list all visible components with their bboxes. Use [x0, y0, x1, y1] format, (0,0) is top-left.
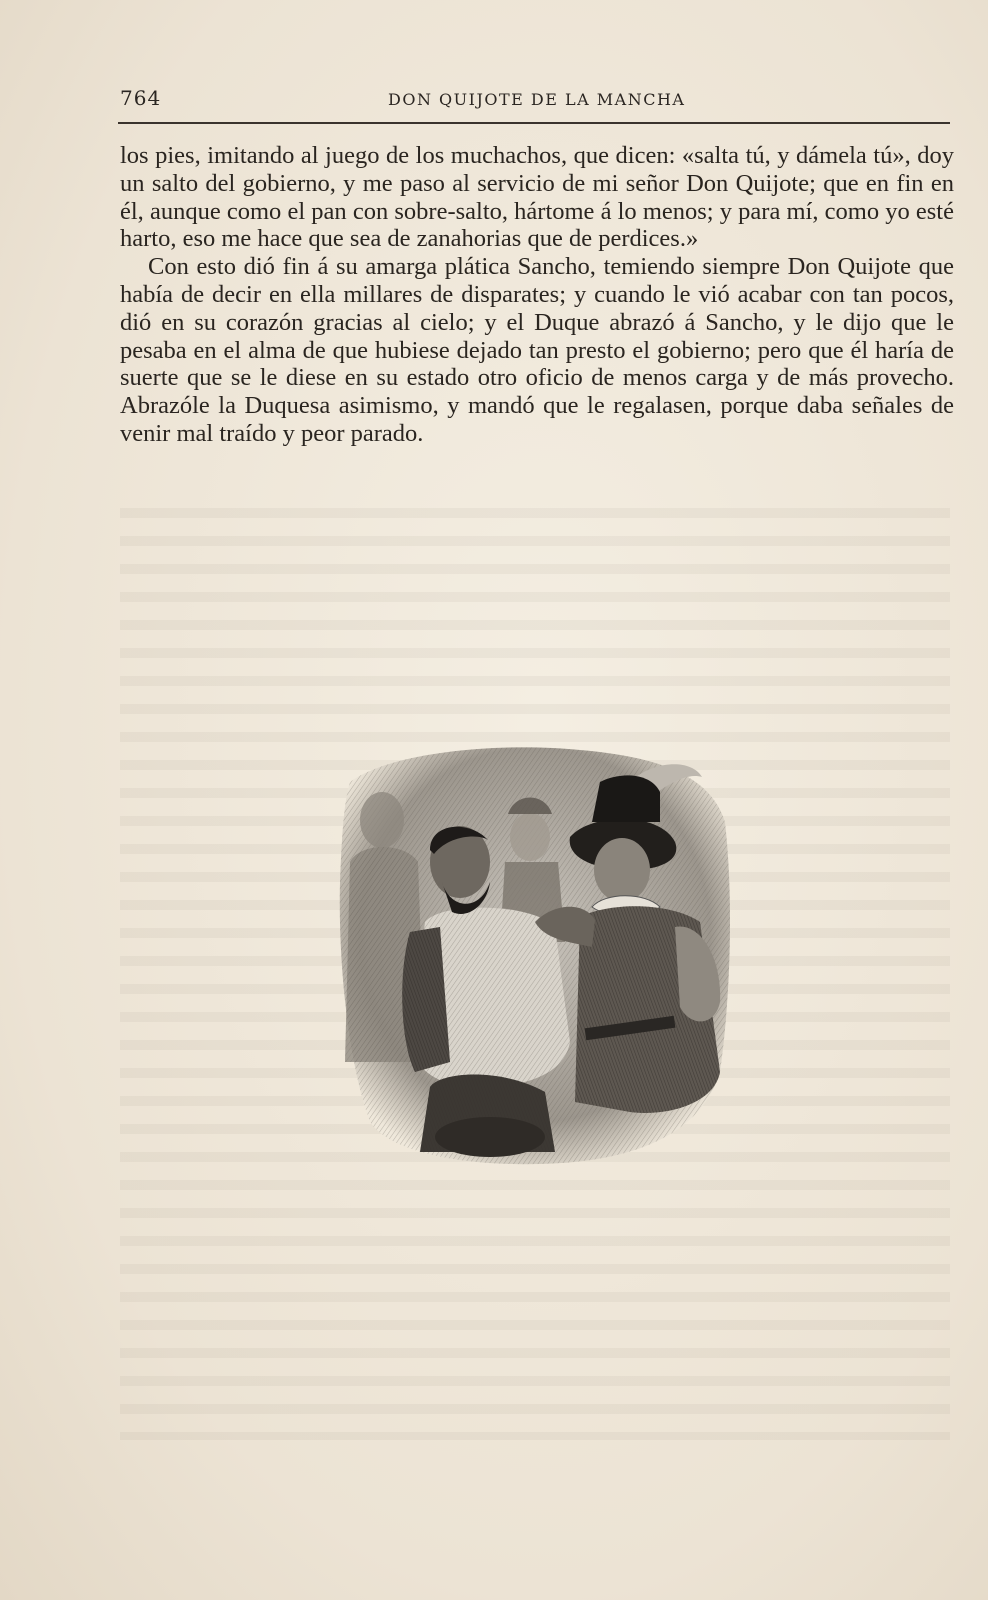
running-title: DON QUIJOTE DE LA MANCHA	[388, 90, 686, 109]
page-header	[120, 86, 950, 114]
paragraph-1: los pies, imitando al juego de los muchachos, que dicen: «salta tú, y dámela tú», doy un salto del gobierno, y me paso al servicio de mi señor Don Quijote; que en fin en él, aunque como el pan con sobre-salto, hártome á lo menos; y para mí, como yo esté harto, eso me hace que sea de zanahorias que de perdices.»	[120, 142, 954, 253]
page-number: 764	[120, 86, 162, 110]
body-text	[120, 142, 954, 448]
paragraph-2: Con esto dió fin á su amarga plática Sancho, temiendo siempre Don Quijote que había de decir en ella millares de disparates; y cuando le vió acabar con tan pocos, dió en su corazón gracias al cielo; y el Duque abrazó á Sancho, y le dijo que le pesaba en el alma de que hubiese dejado tan presto el gobierno; pero que él haría de suerte que se le diese en su estado otro oficio de menos carga y de más provecho. Abrazóle la Duquesa asimismo, y mandó que le regalasen, porque daba señales de venir mal traído y peor parado.	[120, 253, 954, 447]
header-rule	[118, 122, 950, 124]
illustration-svg	[330, 742, 736, 1167]
illustration-engraving	[330, 742, 736, 1167]
